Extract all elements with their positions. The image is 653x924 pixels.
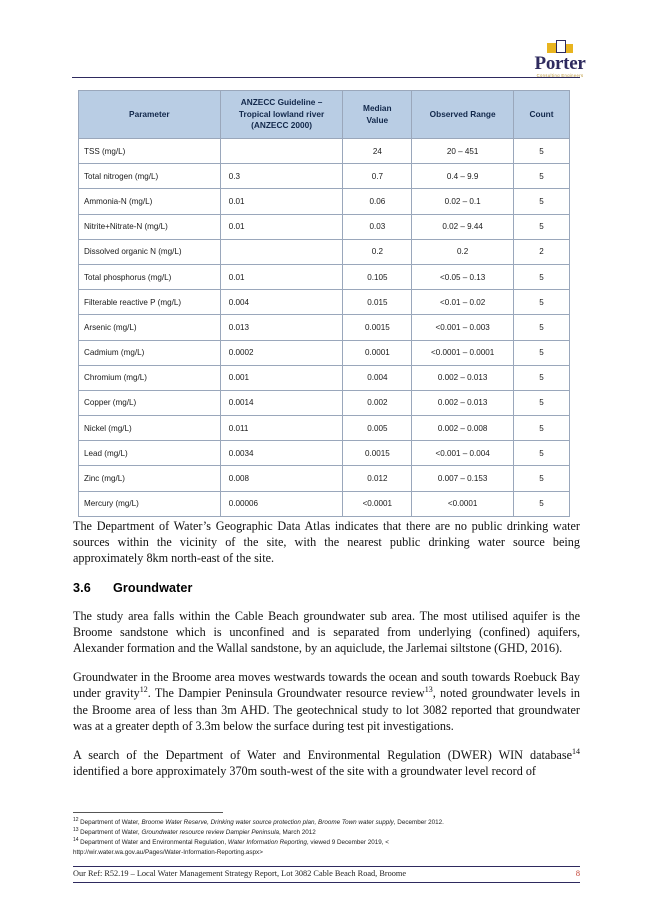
cell-observed-range: <0.0001 xyxy=(412,491,514,516)
cell-observed-range: 0.02 – 9.44 xyxy=(412,214,514,239)
cell-parameter: Cadmium (mg/L) xyxy=(79,340,221,365)
table-row xyxy=(79,189,570,214)
guideline-header-line3: (ANZECC 2000) xyxy=(251,120,312,131)
footnote-text-before: Department of Water, xyxy=(80,819,142,826)
cell-parameter: Copper (mg/L) xyxy=(79,390,221,415)
cell-parameter: Zinc (mg/L) xyxy=(79,466,221,491)
footnote-text-after: , viewed 9 December 2019, < xyxy=(306,839,389,847)
cell-median-value: 0.03 xyxy=(343,214,412,239)
paragraph-geographic-data-atlas: The Department of Water’s Geographic Data Atlas indicates that there are no public drinking water sources within the vicinity of the site, with the nearest public drinking water source being approximately 8km north-east of the site. xyxy=(73,519,580,566)
section-title: Groundwater xyxy=(113,580,193,595)
table-row xyxy=(79,214,570,239)
cell-observed-range: 0.002 – 0.008 xyxy=(412,416,514,441)
cell-parameter: Nitrite+Nitrate-N (mg/L) xyxy=(79,214,221,239)
win-text-part1: A search of the Department of Water and Environmental Regulation (DWER) WIN database xyxy=(73,748,572,763)
table-row xyxy=(79,416,570,441)
flow-text-part3: , noted groundwater levels in the Broome area of less than 3m AHD. The geotechnical study to lot 3082 reported that groundwater was at a greater depth of 3.3m below the surface during test pit investigations. xyxy=(73,686,580,733)
guideline-header-line1: ANZECC Guideline – xyxy=(240,97,323,108)
header-divider-rule xyxy=(72,77,580,78)
cell-count: 5 xyxy=(514,365,570,390)
cell-parameter: Arsenic (mg/L) xyxy=(79,315,221,340)
cell-observed-range: 20 – 451 xyxy=(412,139,514,164)
cell-parameter: TSS (mg/L) xyxy=(79,139,221,164)
cell-median-value: 0.002 xyxy=(343,390,412,415)
cell-median-value: 0.06 xyxy=(343,189,412,214)
cell-median-value: 0.004 xyxy=(343,365,412,390)
footnote-13 xyxy=(73,828,580,838)
cell-observed-range: <0.001 – 0.003 xyxy=(412,315,514,340)
cell-count: 5 xyxy=(514,214,570,239)
cell-median-value: 0.0015 xyxy=(343,315,412,340)
cell-observed-range: <0.001 – 0.004 xyxy=(412,441,514,466)
cell-observed-range: 0.002 – 0.013 xyxy=(412,365,514,390)
table-row xyxy=(79,491,570,516)
cell-observed-range: 0.02 – 0.1 xyxy=(412,189,514,214)
cell-median-value: 0.0015 xyxy=(343,441,412,466)
column-header-anzecc-guideline xyxy=(220,91,343,139)
table-row xyxy=(79,441,570,466)
column-header-median-value xyxy=(343,91,412,139)
cell-anzecc-guideline: 0.01 xyxy=(220,214,343,239)
cell-observed-range: 0.2 xyxy=(412,239,514,264)
cell-anzecc-guideline xyxy=(220,239,343,264)
cell-count: 5 xyxy=(514,466,570,491)
flow-text-part2: . The Dampier Peninsula Groundwater resource review xyxy=(147,686,425,701)
footer-divider-rule xyxy=(73,866,580,867)
footnote-marker: 14 xyxy=(73,837,79,844)
section-heading-groundwater xyxy=(73,581,580,595)
cell-count: 5 xyxy=(514,139,570,164)
cell-anzecc-guideline: 0.004 xyxy=(220,290,343,315)
cell-observed-range: <0.05 – 0.13 xyxy=(412,264,514,289)
cell-observed-range: <0.0001 – 0.0001 xyxy=(412,340,514,365)
table-body xyxy=(79,139,570,517)
cell-median-value: <0.0001 xyxy=(343,491,412,516)
cell-count: 5 xyxy=(514,264,570,289)
paragraph-groundwater-flow xyxy=(73,669,580,734)
cell-parameter: Dissolved organic N (mg/L) xyxy=(79,239,221,264)
cell-anzecc-guideline: 0.0002 xyxy=(220,340,343,365)
cell-observed-range: 0.007 – 0.153 xyxy=(412,466,514,491)
table-row xyxy=(79,290,570,315)
footnote-title-italic: Water Information Reporting xyxy=(227,839,307,847)
logo-wordmark: Porter xyxy=(534,53,586,74)
table-row xyxy=(79,340,570,365)
cell-median-value: 0.012 xyxy=(343,466,412,491)
cell-count: 5 xyxy=(514,340,570,365)
footnote-url[interactable]: http://wir.water.wa.gov.au/Pages/Water-Information-Reporting.aspx> xyxy=(73,848,263,856)
cell-count: 5 xyxy=(514,491,570,516)
win-text-part2: identified a bore approximately 370m south-west of the site with a groundwater level record of xyxy=(73,764,536,779)
water-quality-table xyxy=(78,90,570,517)
paragraph-study-area: The study area falls within the Cable Beach groundwater sub area. The most utilised aquifer is the Broome sandstone which is unconfined and is separated from underlying (confined) aquifers, Alexander formation and the Wallal sandstone, by an aquiclude, the Jarlemai siltstone (GHD, 2016). xyxy=(73,608,580,656)
cell-anzecc-guideline: 0.008 xyxy=(220,466,343,491)
cell-parameter: Nickel (mg/L) xyxy=(79,416,221,441)
cell-count: 5 xyxy=(514,315,570,340)
footnote-marker: 12 xyxy=(73,816,79,823)
paragraph-win-database xyxy=(73,747,580,779)
cell-median-value: 0.005 xyxy=(343,416,412,441)
page-footer xyxy=(73,869,580,878)
cell-median-value: 0.105 xyxy=(343,264,412,289)
logo-tagline: Consulting Engineers xyxy=(536,73,584,78)
table-row xyxy=(79,139,570,164)
footnote-separator-rule xyxy=(73,812,223,813)
cell-parameter: Ammonia-N (mg/L) xyxy=(79,189,221,214)
table-row xyxy=(79,164,570,189)
cell-count: 5 xyxy=(514,441,570,466)
cell-anzecc-guideline: 0.0014 xyxy=(220,390,343,415)
footer-reference: Our Ref: R52.19 – Local Water Management Strategy Report, Lot 3082 Cable Beach Road, Broome xyxy=(73,869,407,878)
table-row xyxy=(79,365,570,390)
cell-count: 5 xyxy=(514,416,570,441)
cell-anzecc-guideline: 0.0034 xyxy=(220,441,343,466)
porter-building-mark-icon xyxy=(547,40,573,53)
cell-count: 2 xyxy=(514,239,570,264)
cell-count: 5 xyxy=(514,290,570,315)
footnote-14 xyxy=(73,838,580,857)
median-header-line1: Median xyxy=(363,103,392,114)
footnote-marker: 13 xyxy=(73,827,79,833)
cell-parameter: Total nitrogen (mg/L) xyxy=(79,164,221,189)
table-row xyxy=(79,315,570,340)
cell-parameter: Lead (mg/L) xyxy=(79,441,221,466)
median-header-line2: Value xyxy=(366,114,389,125)
cell-median-value: 0.7 xyxy=(343,164,412,189)
cell-anzecc-guideline: 0.011 xyxy=(220,416,343,441)
footnote-text-after: , December 2012. xyxy=(393,819,444,826)
cell-anzecc-guideline: 0.00006 xyxy=(220,491,343,516)
footnote-title-italic: Groundwater resource review Dampier Peninsula xyxy=(141,829,279,837)
footer-page-number: 8 xyxy=(575,869,580,878)
cell-anzecc-guideline: 0.3 xyxy=(220,164,343,189)
porter-logo xyxy=(525,40,595,78)
cell-count: 5 xyxy=(514,164,570,189)
column-header-parameter: Parameter xyxy=(79,91,221,139)
footnote-ref-14: 14 xyxy=(572,746,580,756)
cell-anzecc-guideline: 0.013 xyxy=(220,315,343,340)
guideline-header-line2: Tropical lowland river xyxy=(238,108,325,119)
cell-parameter: Total phosphorus (mg/L) xyxy=(79,264,221,289)
cell-median-value: 0.0001 xyxy=(343,340,412,365)
cell-median-value: 0.015 xyxy=(343,290,412,315)
table-row xyxy=(79,390,570,415)
footnote-text-before: Department of Water and Environmental Regulation, xyxy=(80,839,228,847)
flow-text-part1: Groundwater in the Broome area moves westwards towards the ocean and south towards Roebuck Bay under gravity xyxy=(73,670,580,701)
footnote-12 xyxy=(73,818,580,828)
cell-median-value: 24 xyxy=(343,139,412,164)
column-header-count: Count xyxy=(514,91,570,139)
cell-parameter: Filterable reactive P (mg/L) xyxy=(79,290,221,315)
footnotes-block xyxy=(73,818,580,858)
cell-anzecc-guideline xyxy=(220,139,343,164)
cell-count: 5 xyxy=(514,390,570,415)
footnote-ref-12: 12 xyxy=(139,685,148,695)
cell-observed-range: <0.01 – 0.02 xyxy=(412,290,514,315)
cell-anzecc-guideline: 0.01 xyxy=(220,189,343,214)
cell-anzecc-guideline: 0.01 xyxy=(220,264,343,289)
table-row xyxy=(79,466,570,491)
body-content xyxy=(73,518,580,792)
footnote-text-after: , March 2012 xyxy=(278,829,316,837)
cell-parameter: Chromium (mg/L) xyxy=(79,365,221,390)
footnote-title-italic: Broome Water Reserve, Drinking water source protection plan, Broome Town water supply xyxy=(141,819,394,826)
cell-parameter: Mercury (mg/L) xyxy=(79,491,221,516)
section-number: 3.6 xyxy=(73,580,91,595)
column-header-observed-range: Observed Range xyxy=(412,91,514,139)
page-header xyxy=(0,0,653,78)
footnote-ref-13: 13 xyxy=(424,685,433,695)
footnote-text-before: Department of Water, xyxy=(80,829,142,837)
cell-observed-range: 0.4 – 9.9 xyxy=(412,164,514,189)
cell-anzecc-guideline: 0.001 xyxy=(220,365,343,390)
table-header-row xyxy=(79,91,570,139)
cell-observed-range: 0.002 – 0.013 xyxy=(412,390,514,415)
cell-count: 5 xyxy=(514,189,570,214)
table-row xyxy=(79,239,570,264)
footer-bottom-rule xyxy=(73,882,580,883)
cell-median-value: 0.2 xyxy=(343,239,412,264)
table-row xyxy=(79,264,570,289)
